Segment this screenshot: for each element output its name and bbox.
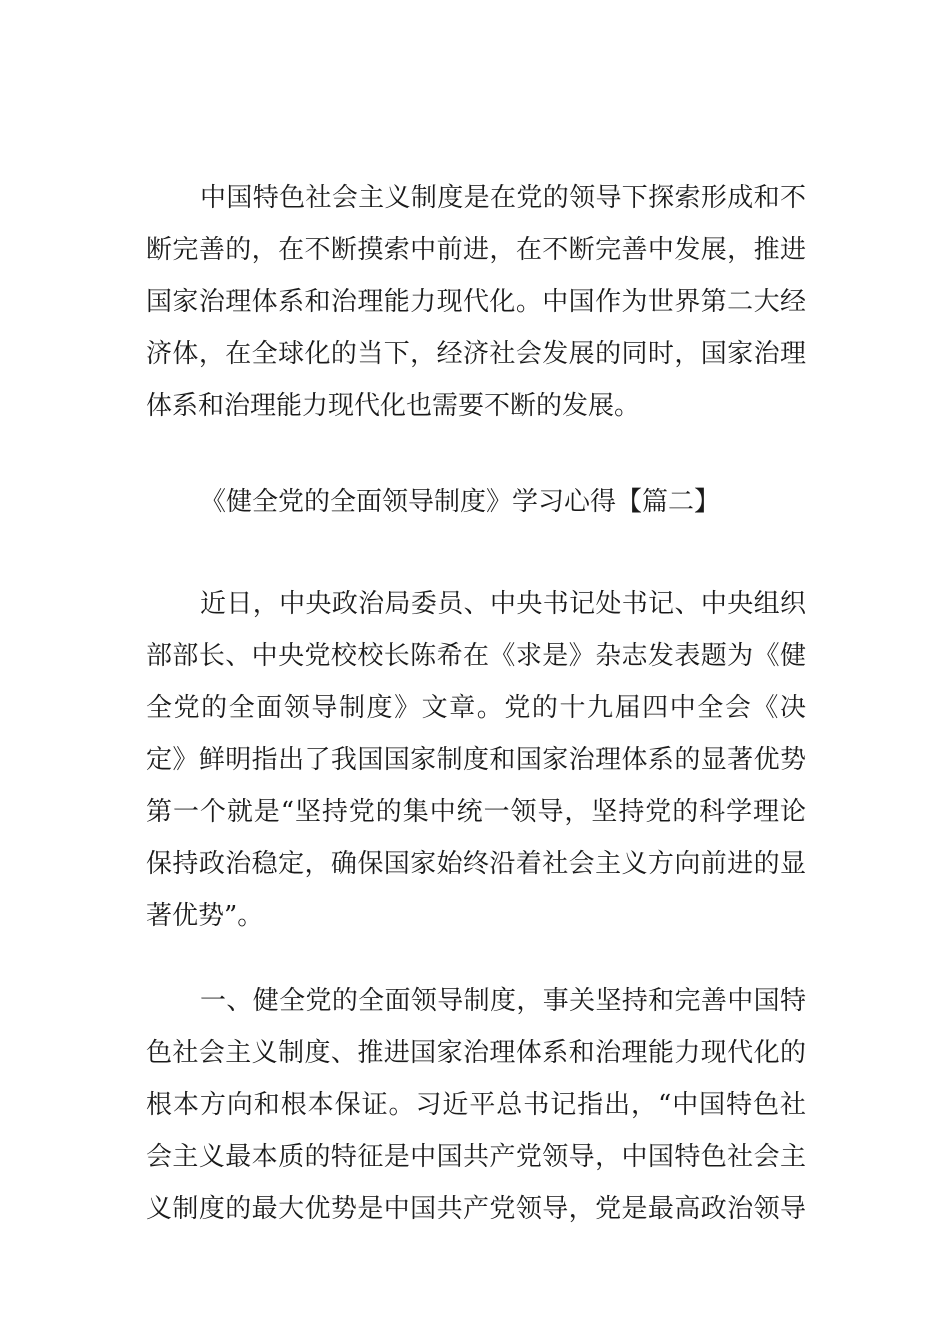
paragraph-line: 色社会主义制度、推进国家治理体系和治理能力现代化的 — [146, 1038, 806, 1068]
paragraph-line: 部部长、中央党校校长陈希在《求是》杂志发表题为《健 — [146, 641, 806, 671]
paragraph-line: 中国特色社会主义制度是在党的领导下探索形成和不 — [200, 183, 806, 213]
paragraph-line: 全党的全面领导制度》文章。党的十九届四中全会《决 — [146, 693, 806, 723]
paragraph-line: 保持政治稳定，确保国家始终沿着社会主义方向前进的显 — [146, 849, 806, 879]
paragraph-line: 会主义最本质的特征是中国共产党领导，中国特色社会主 — [146, 1142, 806, 1172]
paragraph-3 — [146, 975, 806, 1235]
section-heading: 《健全党的全面领导制度》学习心得【篇二】 — [200, 487, 721, 517]
paragraph-line: 第一个就是“坚持党的集中统一领导，坚持党的科学理论 — [146, 797, 806, 827]
paragraph-2 — [146, 578, 806, 942]
paragraph-line: 近日，中央政治局委员、中央书记处书记、中央组织 — [200, 589, 806, 619]
paragraph-line: 济体，在全球化的当下，经济社会发展的同时，国家治理 — [146, 339, 806, 369]
paragraph-line: 定》鲜明指出了我国国家制度和国家治理体系的显著优势 — [146, 745, 806, 775]
paragraph-line: 根本方向和根本保证。习近平总书记指出，“中国特色社 — [146, 1090, 806, 1120]
paragraph-line: 义制度的最大优势是中国共产党领导，党是最高政治领导 — [146, 1194, 806, 1224]
paragraph-line: 断完善的，在不断摸索中前进，在不断完善中发展，推进 — [146, 235, 806, 265]
paragraph-1 — [146, 172, 806, 432]
paragraph-line: 国家治理体系和治理能力现代化。中国作为世界第二大经 — [146, 287, 806, 317]
paragraph-line: 体系和治理能力现代化也需要不断的发展。 — [146, 391, 641, 421]
paragraph-line: 著优势”。 — [146, 901, 264, 931]
paragraph-line: 一、健全党的全面领导制度，事关坚持和完善中国特 — [200, 986, 806, 1016]
